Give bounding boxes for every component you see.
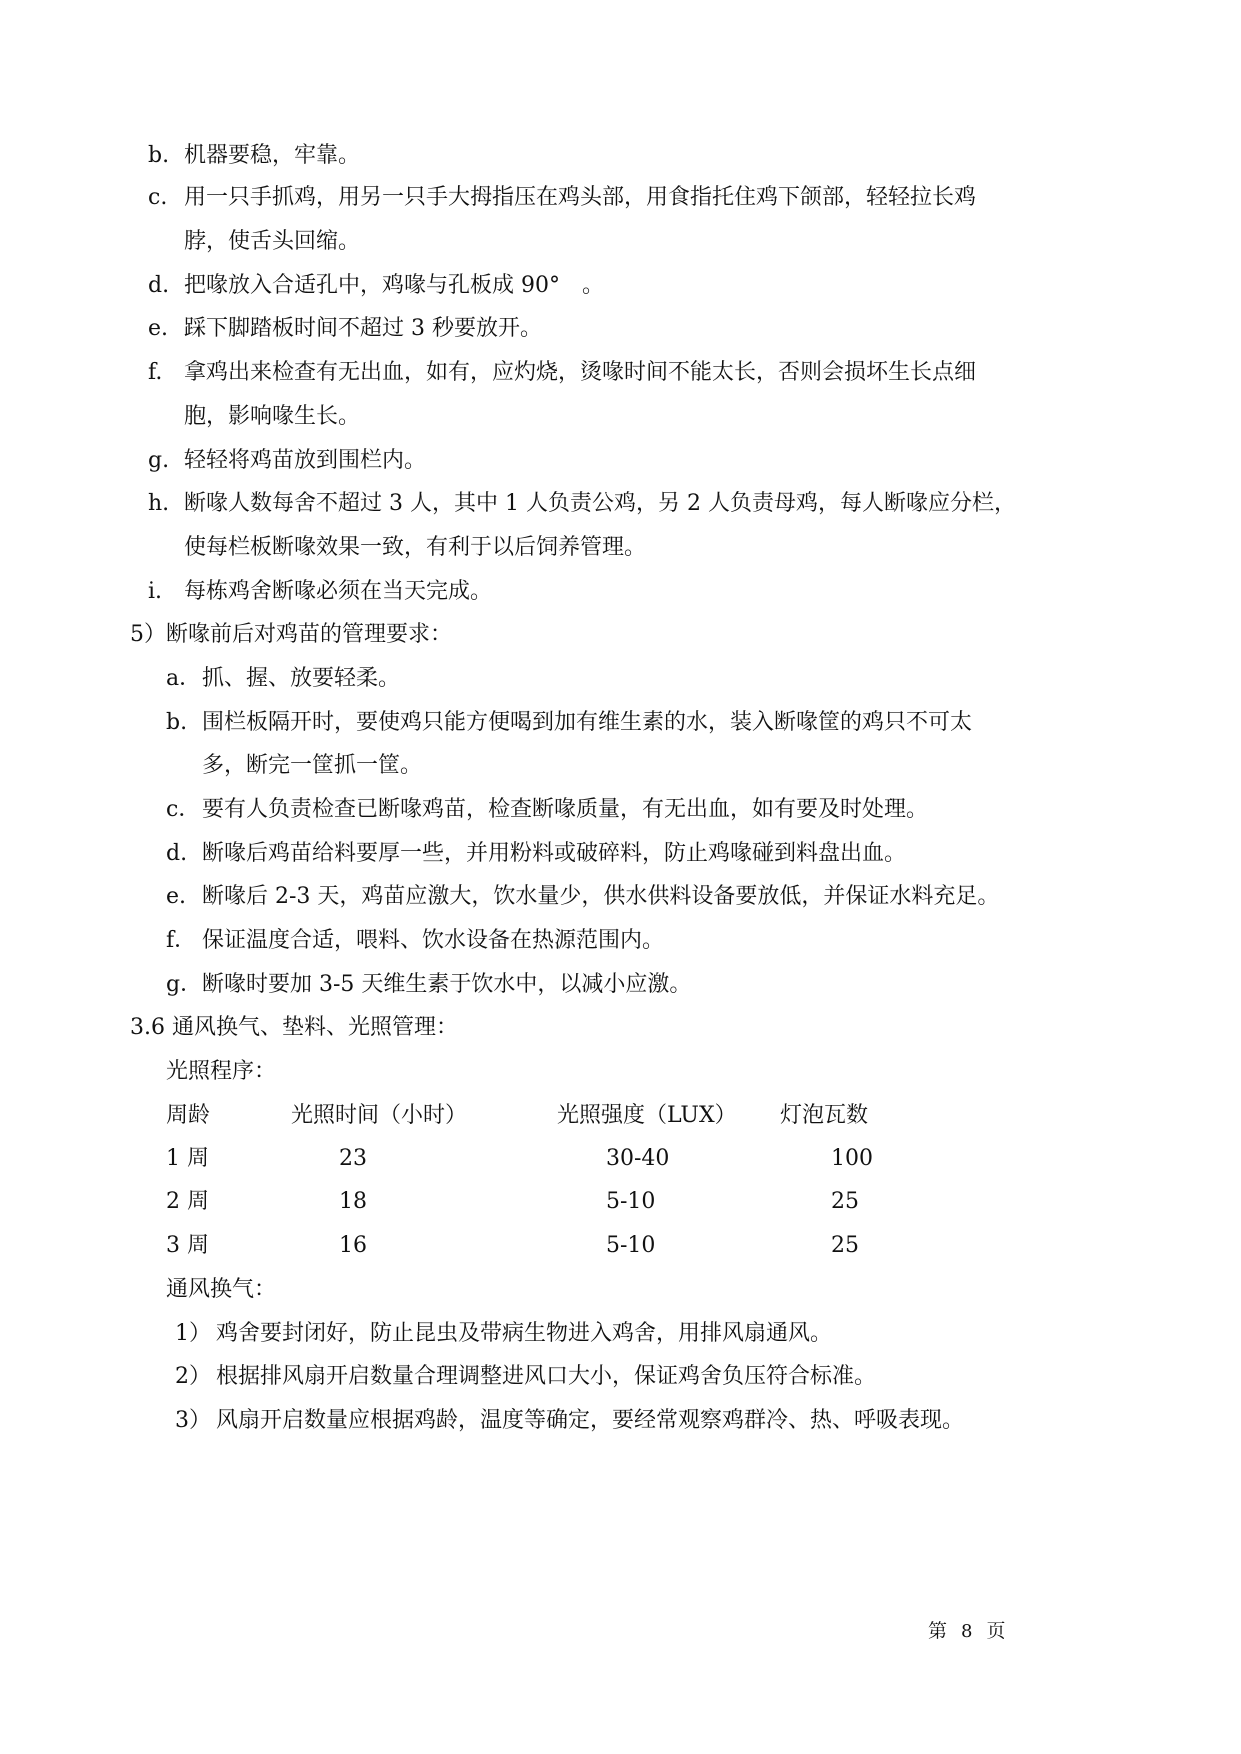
- page-number: 8: [961, 1621, 973, 1642]
- list-text-continuation: 多，断完一筐抓一筐。: [202, 753, 423, 778]
- list-text: 每栋鸡舍断喙必须在当天完成。: [184, 579, 493, 604]
- list-marker: e.: [148, 316, 169, 341]
- table-cell: 1 周: [166, 1146, 209, 1171]
- list-text: 抓、握、放要轻柔。: [202, 666, 401, 691]
- list-text: 轻轻将鸡苗放到围栏内。: [184, 448, 427, 473]
- list-marker: b.: [148, 143, 170, 168]
- list-marker: i.: [148, 579, 163, 604]
- page-footer: [928, 1616, 1005, 1643]
- list-marker: 2）: [175, 1364, 211, 1389]
- table-cell: 5-10: [606, 1189, 656, 1214]
- table-cell: 3 周: [166, 1233, 209, 1258]
- table-cell: 18: [339, 1189, 367, 1214]
- list-marker: 3）: [175, 1408, 211, 1433]
- table-header: 灯泡瓦数: [780, 1103, 869, 1128]
- table-cell: 25: [831, 1233, 859, 1258]
- list-marker: h.: [148, 491, 170, 516]
- list-text-continuation: 胞，影响喙生长。: [184, 404, 361, 429]
- list-text: 断喙后鸡苗给料要厚一些，并用粉料或破碎料，防止鸡喙碰到料盘出血。: [202, 841, 907, 866]
- list-text: 根据排风扇开启数量合理调整进风口大小，保证鸡舍负压符合标准。: [216, 1364, 877, 1389]
- list-text: 要有人负责检查已断喙鸡苗，检查断喙质量，有无出血，如有要及时处理。: [202, 797, 929, 822]
- table-cell: 100: [831, 1146, 873, 1171]
- table-header: 光照强度（LUX）: [557, 1103, 737, 1128]
- list-text: 断喙人数每舍不超过 3 人，其中 1 人负责公鸡，另 2 人负责母鸡，每人断喙应分栏，: [184, 491, 1016, 516]
- ventilation-title: 通风换气：: [166, 1277, 277, 1302]
- list-marker: g．: [166, 972, 203, 997]
- section-heading: 3.6 通风换气、垫料、光照管理：: [130, 1015, 458, 1040]
- list-text: 保证温度合适，喂料、饮水设备在热源范围内。: [202, 928, 665, 953]
- list-text: 围栏板隔开时，要使鸡只能方便喝到加有维生素的水，装入断喙筐的鸡只不可太: [202, 710, 973, 735]
- section-heading: 5）断喙前后对鸡苗的管理要求：: [130, 622, 452, 647]
- list-text: 断喙时要加 3-5 天维生素于饮水中，以减小应激。: [202, 972, 692, 997]
- table-cell: 30-40: [606, 1146, 670, 1171]
- list-text: 机器要稳，牢靠。: [184, 143, 361, 168]
- table-cell: 23: [339, 1146, 367, 1171]
- page-suffix: 页: [986, 1620, 1006, 1642]
- list-text: 把喙放入合适孔中，鸡喙与孔板成 90° 。: [184, 273, 604, 298]
- list-text: 踩下脚踏板时间不超过 3 秒要放开。: [184, 316, 542, 341]
- table-cell: 16: [339, 1233, 367, 1258]
- list-marker: d.: [148, 273, 170, 298]
- table-cell: 2 周: [166, 1189, 209, 1214]
- list-marker: b.: [166, 710, 188, 735]
- list-text-continuation: 使每栏板断喙效果一致，有利于以后饲养管理。: [184, 535, 647, 560]
- table-cell: 5-10: [606, 1233, 656, 1258]
- list-text-continuation: 脖，使舌头回缩。: [184, 229, 361, 254]
- list-marker: d.: [166, 841, 188, 866]
- list-text: 断喙后 2-3 天，鸡苗应激大，饮水量少，供水供料设备要放低，并保证水料充足。: [202, 884, 1000, 909]
- list-text: 风扇开启数量应根据鸡龄，温度等确定，要经常观察鸡群冷、热、呼吸表现。: [216, 1408, 965, 1433]
- list-text: 鸡舍要封闭好，防止昆虫及带病生物进入鸡舍，用排风扇通风。: [216, 1321, 833, 1346]
- list-text: 用一只手抓鸡，用另一只手大拇指压在鸡头部，用食指托住鸡下颌部，轻轻拉长鸡: [184, 185, 977, 210]
- list-marker: f．: [166, 928, 197, 953]
- table-header: 周龄: [166, 1103, 211, 1128]
- list-marker: e.: [166, 884, 187, 909]
- table-cell: 25: [831, 1189, 859, 1214]
- list-text: 拿鸡出来检查有无出血，如有，应灼烧，烫喙时间不能太长，否则会损坏生长点细: [184, 360, 977, 385]
- list-marker: a．: [166, 666, 202, 691]
- list-marker: 1）: [175, 1321, 211, 1346]
- table-header: 光照时间（小时）: [291, 1103, 468, 1128]
- list-marker: g.: [148, 448, 170, 473]
- page-prefix: 第: [928, 1620, 948, 1642]
- list-marker: c．: [166, 797, 201, 822]
- list-marker: c.: [148, 185, 168, 210]
- list-marker: f.: [148, 360, 163, 385]
- lighting-title: 光照程序：: [166, 1059, 277, 1084]
